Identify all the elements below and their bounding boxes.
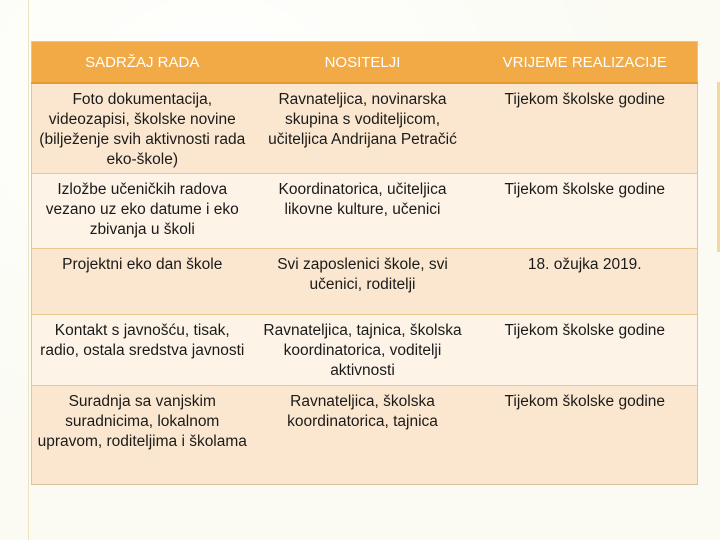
- cell-time: 18. ožujka 2019.: [473, 249, 698, 315]
- cell-holders: Koordinatorica, učiteljica likovne kulture, učenici: [253, 174, 473, 249]
- cell-time: Tijekom školske godine: [473, 315, 698, 386]
- decorative-line: [28, 0, 29, 540]
- cell-holders: Ravnateljica, tajnica, školska koordinatorica, voditelji aktivnosti: [253, 315, 473, 386]
- header-holders: NOSITELJI: [253, 42, 473, 84]
- cell-holders: Ravnateljica, školska koordinatorica, tajnica: [253, 386, 473, 485]
- table-row: [32, 174, 698, 249]
- cell-time: Tijekom školske godine: [473, 83, 698, 174]
- cell-content: Kontakt s javnošću, tisak, radio, ostala sredstva javnosti: [32, 315, 253, 386]
- header-time: VRIJEME REALIZACIJE: [473, 42, 698, 84]
- header-content: SADRŽAJ RADA: [32, 42, 253, 84]
- cell-time: Tijekom školske godine: [473, 386, 698, 485]
- table-row: [32, 386, 698, 485]
- activity-plan-table: [31, 41, 698, 485]
- cell-content: Izložbe učeničkih radova vezano uz eko datume i eko zbivanja u školi: [32, 174, 253, 249]
- cell-content: Foto dokumentacija, videozapisi, školske novine (bilježenje svih aktivnosti rada eko-škole): [32, 83, 253, 174]
- cell-holders: Svi zaposlenici škole, svi učenici, roditelji: [253, 249, 473, 315]
- cell-content: Suradnja sa vanjskim suradnicima, lokalnom upravom, roditeljima i školama: [32, 386, 253, 485]
- table-row: [32, 315, 698, 386]
- cell-time: Tijekom školske godine: [473, 174, 698, 249]
- cell-content: Projektni eko dan škole: [32, 249, 253, 315]
- table-header-row: [32, 42, 698, 84]
- table-row: [32, 83, 698, 174]
- table-row: [32, 249, 698, 315]
- cell-holders: Ravnateljica, novinarska skupina s voditeljicom, učiteljica Andrijana Petračić: [253, 83, 473, 174]
